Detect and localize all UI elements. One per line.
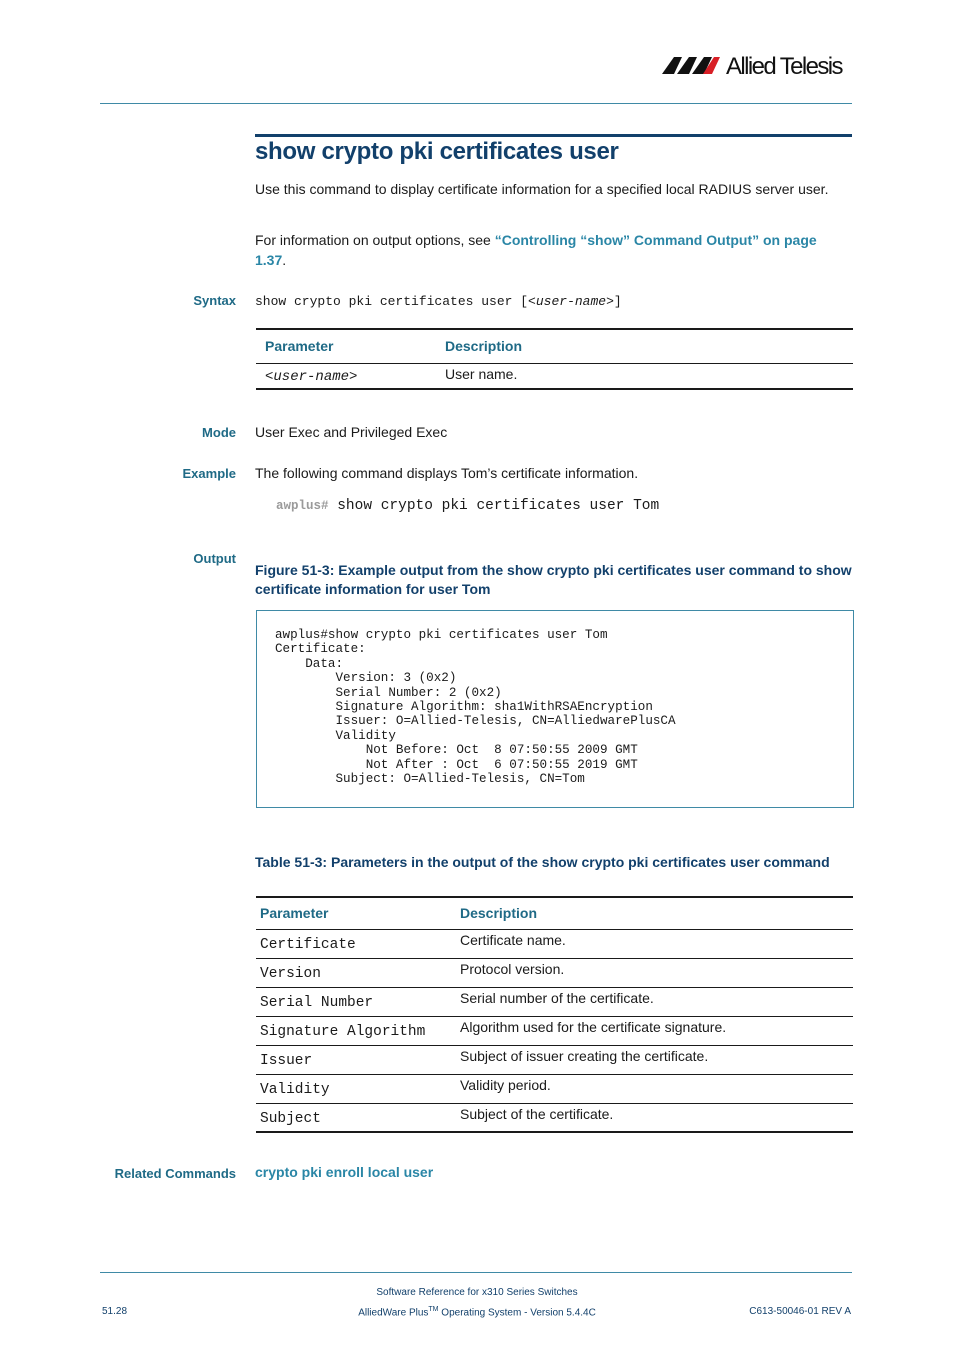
intro-options-suffix: . bbox=[282, 252, 287, 268]
param-open: < bbox=[265, 368, 274, 385]
table-header-row bbox=[256, 897, 853, 929]
parameter-cell: Issuer bbox=[260, 1052, 313, 1069]
parameter-header: Parameter bbox=[260, 905, 329, 922]
parameter-header: Parameter bbox=[265, 338, 334, 355]
description-cell: Serial number of the certificate. bbox=[460, 989, 654, 1006]
output-line: Version: 3 (0x2) bbox=[275, 671, 457, 686]
syntax-argument: user-name bbox=[535, 294, 607, 309]
footer-product: AlliedWare Plus bbox=[358, 1307, 429, 1319]
example-command-text: show crypto pki certificates user Tom bbox=[337, 498, 660, 514]
mode-text: User Exec and Privileged Exec bbox=[255, 424, 448, 440]
related-commands-label: Related Commands bbox=[114, 1166, 236, 1181]
output-line: Signature Algorithm: sha1WithRSAEncryption bbox=[275, 700, 653, 715]
example-command bbox=[276, 498, 659, 514]
output-line: Subject: O=Allied-Telesis, CN=Tom bbox=[275, 772, 585, 787]
related-command-link[interactable]: crypto pki enroll local user bbox=[255, 1164, 434, 1180]
controlling-show-output-link[interactable]: “Controlling “show” Command Output” on page 1.37 bbox=[255, 232, 817, 268]
output-line: Validity bbox=[275, 728, 396, 743]
intro-options-paragraph bbox=[255, 230, 845, 270]
mode-label: Mode bbox=[202, 425, 236, 440]
intro-paragraph: Use this command to display certificate information for a specified local RADIUS server user. bbox=[255, 181, 829, 197]
footer-version-text: Operating System - Version 5.4.4C bbox=[438, 1307, 596, 1319]
figure-caption: Figure 51-3: Example output from the show crypto pki certificates user command to show certificate information for user Tom bbox=[255, 562, 852, 597]
parameter-cell: Signature Algorithm bbox=[260, 1023, 426, 1040]
parameter-cell: Validity bbox=[260, 1081, 330, 1098]
footer-trademark: TM bbox=[428, 1306, 439, 1313]
description-cell: Certificate name. bbox=[460, 931, 566, 948]
description-cell: Subject of issuer creating the certificate. bbox=[460, 1047, 709, 1064]
page-title: show crypto pki certificates user bbox=[255, 138, 619, 165]
description-cell: User name. bbox=[445, 365, 518, 382]
output-box bbox=[256, 610, 854, 808]
table-caption: Table 51-3: Parameters in the output of the show crypto pki certificates user command bbox=[255, 854, 830, 870]
footer-version bbox=[100, 1306, 854, 1318]
parameter-cell bbox=[256, 363, 445, 389]
description-header: Description bbox=[445, 338, 523, 355]
output-parameter-table bbox=[256, 896, 853, 1133]
document-id: C613-50046-01 REV A bbox=[749, 1306, 851, 1317]
description-cell: Protocol version. bbox=[460, 960, 565, 977]
output-line: awplus#show crypto pki certificates user Tom bbox=[275, 628, 608, 642]
output-label: Output bbox=[193, 551, 236, 566]
allied-telesis-logo bbox=[660, 50, 855, 80]
parameter-cell: Subject bbox=[260, 1110, 321, 1127]
example-text: The following command displays Tom’s certificate information. bbox=[255, 465, 639, 481]
output-line: Not After : Oct 6 07:50:55 2019 GMT bbox=[275, 757, 638, 772]
syntax-command bbox=[255, 294, 622, 309]
header-rule bbox=[100, 103, 852, 104]
output-line: Certificate: bbox=[275, 642, 366, 657]
syntax-parameter-table bbox=[256, 328, 853, 390]
table-header-row bbox=[256, 329, 853, 363]
table-row bbox=[256, 958, 853, 987]
table-row bbox=[256, 1016, 853, 1045]
table-row bbox=[256, 1103, 853, 1132]
output-line: Data: bbox=[275, 656, 344, 671]
example-label: Example bbox=[182, 466, 236, 481]
description-cell: Validity period. bbox=[460, 1076, 551, 1093]
description-cell: Algorithm used for the certificate signature. bbox=[460, 1018, 727, 1035]
syntax-command-text: show crypto pki certificates user [< bbox=[255, 294, 536, 309]
table-row bbox=[256, 929, 853, 958]
output-table-body bbox=[256, 897, 853, 1132]
output-line: Serial Number: 2 (0x2) bbox=[275, 685, 502, 700]
syntax-command-close: >] bbox=[606, 294, 622, 309]
table-row bbox=[256, 1074, 853, 1103]
parameter-cell: Certificate bbox=[260, 936, 356, 953]
output-line: Not Before: Oct 8 07:50:55 2009 GMT bbox=[275, 743, 638, 758]
description-cell: Subject of the certificate. bbox=[460, 1105, 614, 1122]
output-line: Issuer: O=Allied-Telesis, CN=AlliedwarePlusCA bbox=[275, 714, 676, 729]
title-rule bbox=[255, 134, 852, 137]
syntax-label: Syntax bbox=[193, 293, 236, 308]
intro-options-text: For information on output options, see bbox=[255, 232, 495, 248]
description-header: Description bbox=[460, 905, 538, 922]
output-listing bbox=[275, 628, 676, 786]
page-number: 51.28 bbox=[102, 1306, 128, 1317]
parameter-cell: Version bbox=[260, 965, 321, 982]
footer-title: Software Reference for x310 Series Switches bbox=[376, 1287, 578, 1298]
svg-text:Allied Telesis: Allied Telesis bbox=[726, 53, 842, 80]
example-prompt: awplus# bbox=[276, 499, 329, 513]
param-arg: user-name bbox=[273, 368, 350, 385]
table-row bbox=[256, 987, 853, 1016]
param-close: > bbox=[349, 368, 358, 385]
parameter-cell: Serial Number bbox=[260, 994, 374, 1011]
footer-rule bbox=[100, 1272, 852, 1273]
table-row bbox=[256, 1045, 853, 1074]
table-row bbox=[256, 363, 853, 389]
